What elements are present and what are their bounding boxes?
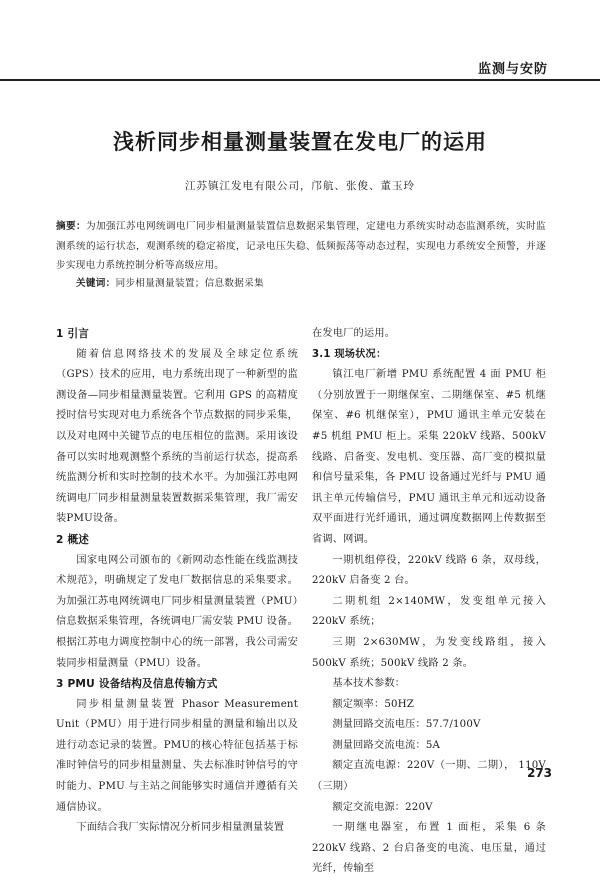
section-1-paragraph: 随着信息网络技术的发展及全球定位系统（GPS）技术的应用，电力系统出现了一种新型的监测设备—同步相量测量装置。它利用 GPS 的高精度授时信号实现对电力系统各个节点数据的同步采集，以及对电网中关键节点的电压相位的监测。采用该设备可以实时地观测整个系统的当前运行状态，提高系统监测分析和实时控制的技术水平。为加强江苏电网统调电厂同步相量测量装置数据采集管理，我厂需安装PMU设备。: [56, 348, 298, 525]
section-3-paragraph-1: 同步相量测量装置 Phasor Measurement Unit（PMU）用于进行同步相量的测量和输出以及进行动态记录的装置。PMU的核心特征包括基于标准时钟信号的同步相量测量、失去标准时钟信号的守时能力、PMU 与主站之间能够实时通信并遵循有关通信协议。: [56, 698, 298, 813]
param-voltage: 测量回路交流电压：57.7/100V: [332, 719, 481, 731]
section-2-heading: 2 概述: [56, 533, 90, 546]
section-3-1-paragraph-1: 镇江电厂新增 PMU 系统配置 4 面 PMU 柜（分别放置于一期继保室、二期继保室、#5 机继保室、#6 机继保室），PMU 通讯主单元安装在#5 机组 PMU 柜上。采集 220kV 线路、500kV 线路、启备变、发电机、变压器、高厂变的模拟量和信号量采集，各 PMU 设备通过光纤与 PMU 通讯主单元传输信号，PMU 通讯主单元和远动设备双平面进行光纤通讯，通过调度数据网上传数据至省调、网调。: [312, 369, 546, 545]
section-label: 监测与安防: [477, 62, 548, 77]
abstract-label: 摘要：: [56, 221, 87, 232]
header-rule: [0, 79, 600, 81]
section-3-heading: 3 PMU 设备结构及信息传输方式: [56, 678, 218, 691]
continued-line: 在发电厂的运用。: [312, 328, 396, 339]
section-3-1-paragraph-5: 一期继电器室，布置 1 面柜，采集 6 条 220kV 线路、2 台启备变的电流、电压量，通过光纤，传输至: [312, 822, 546, 875]
param-frequency: 额定频率：50HZ: [332, 698, 415, 710]
article-authors: 江苏镇江发电有限公司，邝航、张俊、董玉玲: [185, 180, 415, 192]
left-column: [56, 324, 298, 839]
section-3-paragraph-2: 下面结合我厂实际情况分析同步相量测量装置: [76, 822, 285, 834]
section-2-paragraph: 国家电网公司颁布的《新网动态性能在线监测技术规范》，明确规定了发电厂数据信息的采集要求。为加强江苏电网统调电厂同步相量测量装置（PMU）信息数据采集管理，各统调电厂需安装 PMU 设备。根据江苏电力调度控制中心的统一部署，我公司需安装同步相量测量（PMU）设备。: [56, 554, 298, 669]
param-ac-power: 额定交流电源：220V: [332, 801, 433, 813]
abstract-text: 为加强江苏电网统调电厂同步相量测量装置信息数据采集管理，定建电力系统实时动态监测系统，实时监测系统的运行状态，观测系统的稳定裕度，记录电压失稳、低频振荡等动态过程，实现电力系统安全预警，并逐步实现电力系统控制分析等高级应用。: [56, 221, 546, 271]
article-title: 浅析同步相量测量装置在发电厂的运用: [113, 130, 487, 154]
section-3-1-paragraph-2: 一期机组停役，220kV 线路 6 条，双母线，220kV 启备变 2 台。: [312, 554, 546, 587]
right-column: [312, 324, 546, 880]
section-3-1-heading: 3.1 现场状况：: [312, 348, 387, 360]
abstract: [56, 217, 546, 276]
param-dc-power: 额定直流电源：220V（一期、二期）， 110V（三期）: [312, 760, 546, 793]
keywords: [76, 275, 546, 289]
section-3-1-paragraph-4: 三期 2×630MW，为发变线路组，接入 500kV 系统；500kV 线路 2 条。: [312, 636, 546, 669]
keywords-text: 同步相量测量装置；信息数据采集: [115, 278, 264, 289]
page-number: 273: [526, 766, 552, 780]
param-current: 测量回路交流电流：5A: [332, 739, 441, 751]
keywords-label: 关键词：: [76, 278, 116, 289]
params-heading: 基本技术参数：: [332, 678, 406, 690]
section-1-heading: 1 引言: [56, 328, 90, 340]
section-3-1-paragraph-3: 二期机组 2×140MW，发变组单元接入 220kV 系统；: [312, 595, 546, 628]
